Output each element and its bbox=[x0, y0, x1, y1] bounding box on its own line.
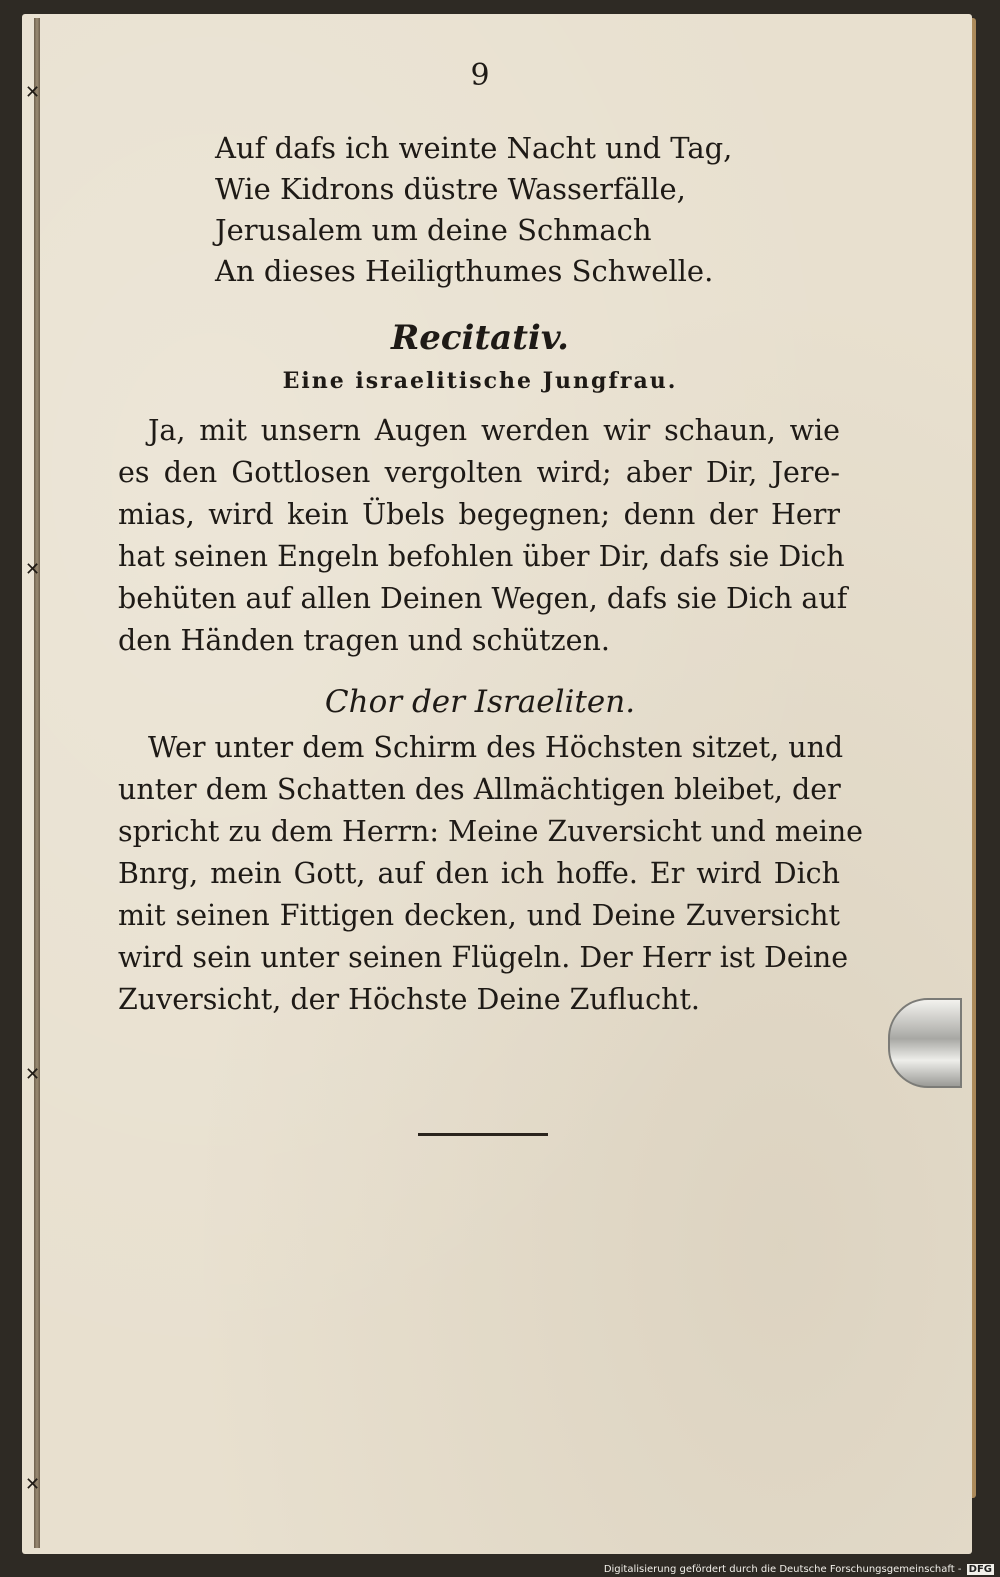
chor-paragraph bbox=[118, 727, 864, 1021]
dfg-logo: DFG bbox=[968, 1564, 992, 1575]
recitativ-heading: Recitativ. bbox=[390, 318, 570, 358]
recitativ-paragraph bbox=[118, 410, 848, 662]
text-line: es den Gottlosen vergolten wird; aber Dir, Jere- bbox=[118, 456, 840, 489]
binding-stitch: ✕ bbox=[25, 1064, 41, 1085]
speaker-heading: Eine israelitische Jungfrau. bbox=[282, 368, 678, 394]
binding-stitch: ✕ bbox=[25, 1474, 41, 1495]
page-number: 9 bbox=[470, 58, 490, 93]
page-clip bbox=[888, 998, 962, 1088]
text-line: mias, wird kein Übels begegnen; denn der Herr bbox=[118, 498, 840, 531]
footer-text: Digitalisierung gefördert durch die Deutsche Forschungsgemeinschaft - bbox=[603, 1564, 962, 1575]
verse-line: Jerusalem um deine Schmach bbox=[215, 213, 652, 247]
chor-heading: Chor der Israeliten. bbox=[324, 684, 636, 720]
text-line: Zuversicht, der Höchste Deine Zuflucht. bbox=[118, 983, 700, 1016]
section-divider bbox=[418, 1133, 548, 1136]
text-line: mit seinen Fittigen decken, und Deine Zuversicht bbox=[118, 899, 840, 932]
text-line: Wer unter dem Schirm des Höchsten sitzet, und bbox=[148, 731, 844, 764]
verse-block bbox=[215, 128, 732, 292]
verse-line: Auf dafs ich weinte Nacht und Tag, bbox=[215, 131, 733, 165]
text-line: unter dem Schatten des Allmächtigen bleibet, der bbox=[118, 773, 841, 806]
text-line: behüten auf allen Deinen Wegen, dafs sie Dich auf bbox=[118, 582, 848, 615]
text-line: Ja, mit unsern Augen werden wir schaun, wie bbox=[148, 414, 840, 447]
text-line: hat seinen Engeln befohlen über Dir, dafs sie Dich bbox=[118, 540, 845, 573]
verse-line: Wie Kidrons düstre Wasserfälle, bbox=[215, 172, 686, 206]
text-line: wird sein unter seinen Flügeln. Der Herr ist Deine bbox=[118, 941, 849, 974]
text-line: den Händen tragen und schützen. bbox=[118, 624, 610, 657]
text-line: Bnrg, mein Gott, auf den ich hoffe. Er wird Dich bbox=[118, 857, 840, 890]
digitization-footer bbox=[604, 1564, 994, 1575]
text-line: spricht zu dem Herrn: Meine Zuversicht und meine bbox=[118, 815, 864, 848]
book-spine bbox=[34, 18, 40, 1548]
binding-stitch: ✕ bbox=[25, 82, 41, 103]
binding-stitch: ✕ bbox=[25, 559, 41, 580]
verse-line: An dieses Heiligthumes Schwelle. bbox=[215, 254, 714, 288]
